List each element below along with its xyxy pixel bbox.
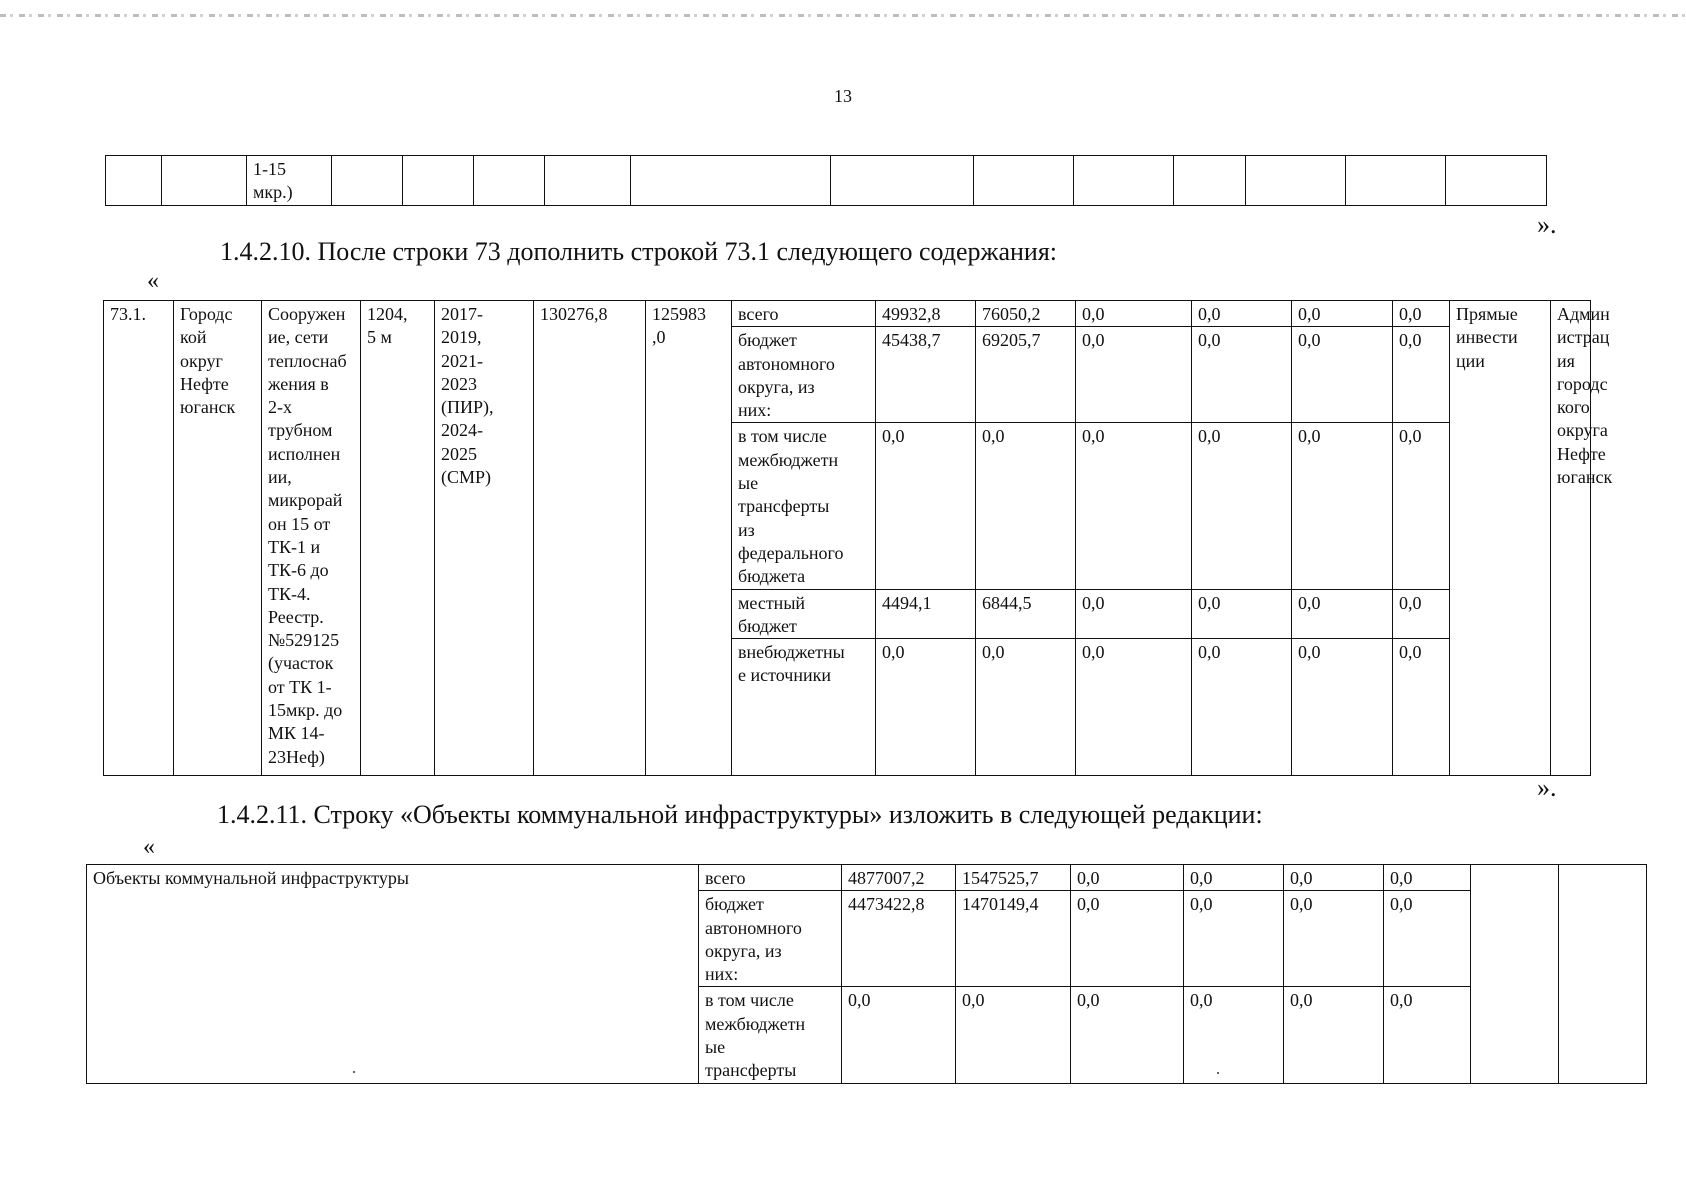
- balance-cell: 125983 ,0: [646, 301, 732, 776]
- source-label-cell: местный бюджет: [732, 589, 876, 639]
- top-cell: [831, 156, 974, 206]
- top-cell: [162, 156, 247, 206]
- value-cell: 0,0: [1192, 589, 1292, 639]
- value-cell: 0,0: [1393, 589, 1450, 639]
- customer-cell: Админ истрац ия городс кого округа Нефте юганск: [1551, 301, 1591, 776]
- closing-quote: ».: [1537, 773, 1557, 802]
- top-cell: [1346, 156, 1446, 206]
- page-number: 13: [834, 86, 852, 106]
- value-cell: 0,0: [1393, 423, 1450, 589]
- value-cell: 0,0: [1076, 301, 1192, 327]
- value-cell: 0,0: [1292, 589, 1393, 639]
- value-cell: 45438,7: [876, 327, 976, 423]
- top-cell: [332, 156, 403, 206]
- top-cell: [403, 156, 474, 206]
- source-label-cell: бюджет автономного округа, из них:: [699, 891, 842, 987]
- capacity-cell: 1204, 5 м: [361, 301, 435, 776]
- top-cell: [631, 156, 831, 206]
- value-cell: 0,0: [1384, 865, 1471, 891]
- paragraph-heading: 1.4.2.10. После строки 73 дополнить строкой 73.1 следующего содержания:: [220, 237, 1058, 266]
- value-cell: 0,0: [1192, 327, 1292, 423]
- value-cell: 0,0: [956, 987, 1071, 1083]
- value-cell: 0,0: [1184, 891, 1284, 987]
- value-cell: 0,0: [1184, 865, 1284, 891]
- scan-speck: [1217, 1072, 1219, 1074]
- top-cell: [1446, 156, 1547, 206]
- value-cell: 0,0: [1071, 987, 1184, 1083]
- row-73-1-table: [103, 300, 1613, 776]
- opening-quote: «: [147, 268, 159, 294]
- scan-speck: [353, 1071, 355, 1073]
- value-cell: 0,0: [1292, 423, 1393, 589]
- object-name-cell: Сооружен ие, сети теплоснаб жения в 2-х трубном исполнен ии, микрорай он 15 от ТК-1 и ТК-6 до ТК-4. Реестр. №529125 (участок от ТК 1- 15мкр. до МК 14- 23Неф): [262, 301, 361, 776]
- value-cell: 0,0: [1393, 639, 1450, 776]
- value-cell: 0,0: [1384, 987, 1471, 1083]
- source-label-cell: в том числе межбюджетн ые трансферты: [699, 987, 842, 1083]
- communal-infrastructure-table: [86, 864, 1647, 1084]
- value-cell: 0,0: [1292, 327, 1393, 423]
- paragraph-heading: 1.4.2.11. Строку «Объекты коммунальной инфраструктуры» изложить в следующей редакции:: [217, 800, 1263, 829]
- municipality-cell: Городс кой округ Нефте юганск: [174, 301, 262, 776]
- value-cell: 4473422,8: [842, 891, 956, 987]
- value-cell: 0,0: [1076, 589, 1192, 639]
- top-fragment-table: [105, 155, 1547, 206]
- value-cell: 0,0: [1076, 327, 1192, 423]
- value-cell: 76050,2: [976, 301, 1076, 327]
- value-cell: 0,0: [1184, 987, 1284, 1083]
- value-cell: 0,0: [1284, 891, 1384, 987]
- value-cell: 0,0: [1192, 639, 1292, 776]
- top-cell: [974, 156, 1074, 206]
- value-cell: 0,0: [1284, 987, 1384, 1083]
- top-cell: [545, 156, 631, 206]
- value-cell: 0,0: [1076, 423, 1192, 589]
- value-cell: 0,0: [976, 639, 1076, 776]
- value-cell: 0,0: [876, 639, 976, 776]
- source-label-cell: в том числе межбюджетн ые трансферты из федерального бюджета: [732, 423, 876, 589]
- top-cell: [1174, 156, 1246, 206]
- value-cell: 69205,7: [976, 327, 1076, 423]
- source-label-cell: всего: [699, 865, 842, 891]
- value-cell: 0,0: [1192, 301, 1292, 327]
- value-cell: 0,0: [1292, 639, 1393, 776]
- value-cell: 0,0: [1071, 865, 1184, 891]
- empty-cell: [1471, 865, 1559, 1084]
- investment-form-cell: Прямые инвести ции: [1450, 301, 1551, 776]
- value-cell: 0,0: [976, 423, 1076, 589]
- top-cell: [106, 156, 162, 206]
- empty-cell: [1559, 865, 1647, 1084]
- source-label-cell: бюджет автономного округа, из них:: [732, 327, 876, 423]
- opening-quote: «: [143, 834, 155, 860]
- value-cell: 0,0: [1393, 327, 1450, 423]
- value-cell: 4494,1: [876, 589, 976, 639]
- scan-edge-artifact: [0, 14, 1686, 17]
- period-cell: 2017- 2019, 2021- 2023 (ПИР), 2024- 2025 (СМР): [435, 301, 534, 776]
- value-cell: 0,0: [1076, 639, 1192, 776]
- value-cell: 1470149,4: [956, 891, 1071, 987]
- value-cell: 0,0: [1384, 891, 1471, 987]
- source-label-cell: внебюджетны е источники: [732, 639, 876, 776]
- value-cell: 4877007,2: [842, 865, 956, 891]
- top-fragment-cell: 1-15 мкр.): [247, 156, 332, 206]
- value-cell: 49932,8: [876, 301, 976, 327]
- value-cell: 0,0: [1071, 891, 1184, 987]
- value-cell: 0,0: [876, 423, 976, 589]
- top-cell: [474, 156, 545, 206]
- value-cell: 0,0: [1393, 301, 1450, 327]
- value-cell: 0,0: [1192, 423, 1292, 589]
- value-cell: 6844,5: [976, 589, 1076, 639]
- closing-quote: ».: [1537, 210, 1557, 239]
- value-cell: 0,0: [842, 987, 956, 1083]
- value-cell: 0,0: [1292, 301, 1393, 327]
- section-title-cell: Объекты коммунальной инфраструктуры: [87, 865, 699, 1084]
- value-cell: 0,0: [1284, 865, 1384, 891]
- source-label-cell: всего: [732, 301, 876, 327]
- value-cell: 1547525,7: [956, 865, 1071, 891]
- estimated-cost-cell: 130276,8: [534, 301, 646, 776]
- top-cell: [1246, 156, 1346, 206]
- top-cell: [1074, 156, 1174, 206]
- row-number-cell: 73.1.: [104, 301, 174, 776]
